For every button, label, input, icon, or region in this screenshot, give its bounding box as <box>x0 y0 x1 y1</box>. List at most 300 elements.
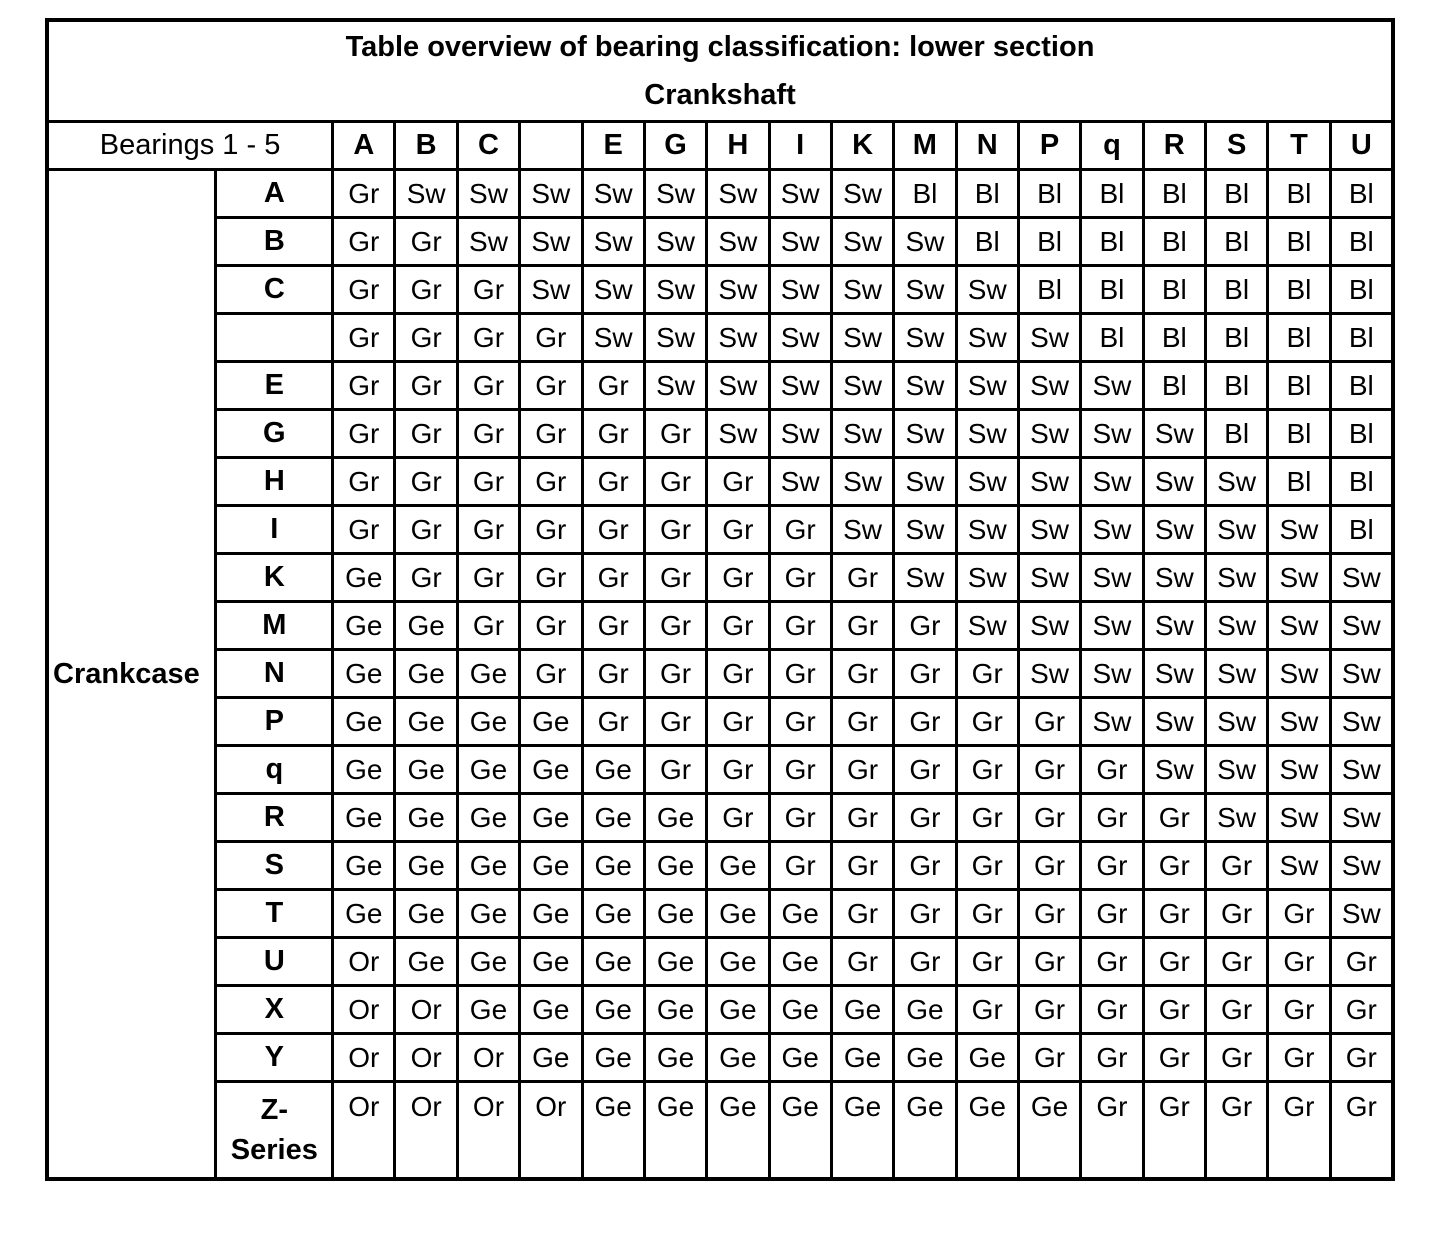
column-header: E <box>582 122 644 170</box>
column-header: A <box>333 122 395 170</box>
table-cell: Sw <box>1268 746 1330 794</box>
table-row <box>47 506 1393 554</box>
table-cell: Gr <box>956 746 1018 794</box>
table-cell: Ge <box>1018 1082 1080 1180</box>
table-cell: Ge <box>457 986 519 1034</box>
table-cell: Gr <box>769 794 831 842</box>
row-header: E <box>216 362 333 410</box>
table-cell: Or <box>333 1034 395 1082</box>
table-cell: Or <box>333 938 395 986</box>
table-cell: Ge <box>457 794 519 842</box>
table-cell: Sw <box>956 506 1018 554</box>
table-cell: Ge <box>644 938 706 986</box>
table-cell: Ge <box>582 1034 644 1082</box>
table-cell: Bl <box>1081 170 1143 218</box>
table-cell: Sw <box>1268 602 1330 650</box>
table-cell: Sw <box>520 170 582 218</box>
row-header: X <box>216 986 333 1034</box>
table-row <box>47 170 1393 218</box>
table-cell: Ge <box>457 698 519 746</box>
table-cell: Gr <box>457 506 519 554</box>
row-header: B <box>216 218 333 266</box>
table-cell: Gr <box>1205 1034 1267 1082</box>
table-cell: Gr <box>333 266 395 314</box>
row-header: S <box>216 842 333 890</box>
table-cell: Gr <box>956 986 1018 1034</box>
table-cell: Gr <box>894 698 956 746</box>
table-cell: Sw <box>1268 554 1330 602</box>
row-header: M <box>216 602 333 650</box>
table-cell: Ge <box>644 890 706 938</box>
table-cell: Ge <box>457 842 519 890</box>
table-cell: Bl <box>1205 266 1267 314</box>
table-cell: Ge <box>333 746 395 794</box>
table-cell: Gr <box>1330 938 1393 986</box>
table-cell: Sw <box>769 410 831 458</box>
table-cell: Ge <box>582 986 644 1034</box>
table-cell: Gr <box>894 602 956 650</box>
table-cell: Bl <box>1081 266 1143 314</box>
table-cell: Sw <box>894 266 956 314</box>
table-row <box>47 602 1393 650</box>
table-cell: Ge <box>395 890 457 938</box>
table-cell: Sw <box>1081 506 1143 554</box>
table-cell: Ge <box>333 890 395 938</box>
table-cell: Gr <box>644 458 706 506</box>
row-header: T <box>216 890 333 938</box>
table-row <box>47 890 1393 938</box>
table-row <box>47 938 1393 986</box>
table-cell: Gr <box>1330 1082 1393 1180</box>
table-cell: Sw <box>956 458 1018 506</box>
crankcase-label: Crankcase <box>47 170 216 1180</box>
table-cell: Sw <box>1330 554 1393 602</box>
table-title <box>47 20 1393 122</box>
table-cell: Gr <box>457 458 519 506</box>
table-cell: Gr <box>395 362 457 410</box>
table-cell: Ge <box>395 602 457 650</box>
table-cell: Sw <box>644 362 706 410</box>
table-row <box>47 1034 1393 1082</box>
table-cell: Sw <box>1330 602 1393 650</box>
table-cell: Ge <box>769 890 831 938</box>
table-cell: Bl <box>1268 410 1330 458</box>
table-cell: Ge <box>333 842 395 890</box>
table-row <box>47 650 1393 698</box>
table-cell: Gr <box>644 410 706 458</box>
table-cell: Sw <box>1205 650 1267 698</box>
table-cell: Ge <box>457 650 519 698</box>
table-row <box>47 746 1393 794</box>
table-cell: Gr <box>894 650 956 698</box>
table-row <box>47 794 1393 842</box>
table-cell: Ge <box>894 986 956 1034</box>
table-cell: Gr <box>457 266 519 314</box>
table-cell: Bl <box>1205 362 1267 410</box>
table-cell: Bl <box>1330 506 1393 554</box>
table-row <box>47 1082 1393 1180</box>
table-cell: Sw <box>582 266 644 314</box>
row-header: Y <box>216 1034 333 1082</box>
table-cell: Gr <box>333 170 395 218</box>
table-cell: Sw <box>894 218 956 266</box>
table-cell: Gr <box>1143 986 1205 1034</box>
table-cell: Gr <box>333 506 395 554</box>
column-header: B <box>395 122 457 170</box>
table-cell: Gr <box>1018 794 1080 842</box>
table-cell: Ge <box>582 938 644 986</box>
table-cell: Sw <box>644 218 706 266</box>
table-cell: Ge <box>395 794 457 842</box>
table-cell: Sw <box>1143 554 1205 602</box>
column-header: C <box>457 122 519 170</box>
table-cell: Sw <box>1143 458 1205 506</box>
table-cell: Gr <box>1268 1082 1330 1180</box>
table-cell: Sw <box>1330 890 1393 938</box>
table-cell: Bl <box>894 170 956 218</box>
table-cell: Gr <box>894 890 956 938</box>
table-cell: Ge <box>457 890 519 938</box>
table-cell: Gr <box>644 506 706 554</box>
table-cell: Gr <box>769 698 831 746</box>
table-cell: Gr <box>520 410 582 458</box>
table-cell: Sw <box>644 314 706 362</box>
table-cell: Gr <box>1143 794 1205 842</box>
table-cell: Gr <box>956 698 1018 746</box>
table-cell: Ge <box>395 842 457 890</box>
table-cell: Bl <box>1205 410 1267 458</box>
table-cell: Gr <box>395 314 457 362</box>
table-cell: Ge <box>644 1034 706 1082</box>
table-cell: Bl <box>1143 218 1205 266</box>
row-header: K <box>216 554 333 602</box>
table-cell: Bl <box>1018 218 1080 266</box>
table-cell: Sw <box>1330 794 1393 842</box>
table-cell: Gr <box>333 218 395 266</box>
table-cell: Bl <box>1330 458 1393 506</box>
table-cell: Sw <box>707 266 769 314</box>
table-cell: Bl <box>1330 410 1393 458</box>
table-row <box>47 842 1393 890</box>
table-cell: Sw <box>1330 650 1393 698</box>
table-cell: Ge <box>769 1034 831 1082</box>
column-header: N <box>956 122 1018 170</box>
table-cell: Gr <box>644 698 706 746</box>
table-cell: Gr <box>395 554 457 602</box>
table-cell: Ge <box>457 746 519 794</box>
bearing-classification-table <box>45 18 1395 1181</box>
table-cell: Gr <box>644 746 706 794</box>
table-cell: Gr <box>707 650 769 698</box>
table-cell: Gr <box>333 314 395 362</box>
table-cell: Gr <box>894 842 956 890</box>
column-header: K <box>831 122 893 170</box>
table-cell: Sw <box>1268 698 1330 746</box>
row-header: H <box>216 458 333 506</box>
table-cell: Gr <box>333 362 395 410</box>
table-cell: Or <box>395 986 457 1034</box>
table-cell: Bl <box>1081 314 1143 362</box>
table-cell: Ge <box>707 1082 769 1180</box>
table-cell: Sw <box>1205 794 1267 842</box>
table-cell: Gr <box>707 458 769 506</box>
table-cell: Ge <box>831 1082 893 1180</box>
table-cell: Gr <box>1330 1034 1393 1082</box>
table-cell: Sw <box>894 554 956 602</box>
table-cell: Sw <box>894 362 956 410</box>
table-cell: Gr <box>1018 842 1080 890</box>
table-cell: Ge <box>644 842 706 890</box>
table-cell: Sw <box>956 266 1018 314</box>
table-cell: Bl <box>1018 266 1080 314</box>
table-cell: Gr <box>831 794 893 842</box>
table-cell: Gr <box>457 362 519 410</box>
table-cell: Ge <box>831 1034 893 1082</box>
table-cell: Bl <box>1143 362 1205 410</box>
table-cell: Gr <box>956 650 1018 698</box>
row-header: I <box>216 506 333 554</box>
table-cell: Sw <box>769 314 831 362</box>
table-cell: Sw <box>457 218 519 266</box>
table-cell: Sw <box>707 410 769 458</box>
row-header: U <box>216 938 333 986</box>
table-cell: Bl <box>1268 458 1330 506</box>
row-header: C <box>216 266 333 314</box>
table-cell: Ge <box>395 746 457 794</box>
table-cell: Sw <box>1018 314 1080 362</box>
table-cell: Bl <box>1205 314 1267 362</box>
table-cell: Sw <box>520 266 582 314</box>
table-cell: Sw <box>831 506 893 554</box>
table-cell: Gr <box>1081 842 1143 890</box>
row-header: A <box>216 170 333 218</box>
table-cell: Ge <box>333 794 395 842</box>
table-cell: Sw <box>582 218 644 266</box>
table-cell: Gr <box>707 602 769 650</box>
table-cell: Sw <box>1330 746 1393 794</box>
table-cell: Sw <box>1330 842 1393 890</box>
table-cell: Ge <box>582 794 644 842</box>
table-cell: Gr <box>707 794 769 842</box>
table-cell: Bl <box>1268 170 1330 218</box>
table-cell: Gr <box>769 842 831 890</box>
table-cell: Sw <box>1143 650 1205 698</box>
table-cell: Ge <box>707 890 769 938</box>
table-cell: Sw <box>1081 458 1143 506</box>
table-cell: Gr <box>894 794 956 842</box>
table-cell: Sw <box>457 170 519 218</box>
table-cell: Gr <box>582 362 644 410</box>
table-cell: Sw <box>1205 602 1267 650</box>
table-cell: Gr <box>831 650 893 698</box>
table-cell: Bl <box>1330 218 1393 266</box>
table-cell: Gr <box>1268 1034 1330 1082</box>
table-cell: Sw <box>1143 506 1205 554</box>
table-cell: Or <box>333 986 395 1034</box>
table-cell: Gr <box>894 938 956 986</box>
table-cell: Gr <box>956 890 1018 938</box>
table-cell: Gr <box>1018 890 1080 938</box>
table-cell: Gr <box>1143 842 1205 890</box>
table-cell: Ge <box>520 746 582 794</box>
row-header: q <box>216 746 333 794</box>
table-cell: Bl <box>1330 314 1393 362</box>
table-cell: Sw <box>1268 794 1330 842</box>
table-cell: Sw <box>644 170 706 218</box>
table-cell: Gr <box>707 746 769 794</box>
table-cell: Sw <box>1081 554 1143 602</box>
table-cell: Sw <box>831 410 893 458</box>
table-cell: Ge <box>520 794 582 842</box>
table-cell: Bl <box>1268 314 1330 362</box>
table-cell: Or <box>457 1034 519 1082</box>
bearings-label: Bearings 1 - 5 <box>47 122 333 170</box>
table-cell: Ge <box>520 698 582 746</box>
table-cell: Ge <box>769 938 831 986</box>
table-cell: Sw <box>1205 554 1267 602</box>
table-cell: Or <box>457 1082 519 1180</box>
table-cell: Gr <box>395 218 457 266</box>
table-cell: Ge <box>395 938 457 986</box>
table-cell: Gr <box>1081 1082 1143 1180</box>
table-cell: Sw <box>1081 362 1143 410</box>
row-header <box>216 314 333 362</box>
table-cell: Gr <box>520 650 582 698</box>
column-header: I <box>769 122 831 170</box>
table-cell: Gr <box>1143 1034 1205 1082</box>
table-cell: Gr <box>582 410 644 458</box>
table-cell: Sw <box>1018 506 1080 554</box>
column-header <box>520 122 582 170</box>
table-cell: Sw <box>769 218 831 266</box>
row-header: R <box>216 794 333 842</box>
table-cell: Sw <box>1081 410 1143 458</box>
column-header: H <box>707 122 769 170</box>
table-cell: Gr <box>1018 1034 1080 1082</box>
table-cell: Sw <box>707 314 769 362</box>
column-header: q <box>1081 122 1143 170</box>
table-cell: Sw <box>1081 698 1143 746</box>
table-cell: Ge <box>582 890 644 938</box>
table-cell: Gr <box>457 602 519 650</box>
table-cell: Gr <box>1018 938 1080 986</box>
table-row <box>47 986 1393 1034</box>
table-cell: Bl <box>1268 362 1330 410</box>
table-cell: Gr <box>1330 986 1393 1034</box>
table-cell: Gr <box>769 506 831 554</box>
table-cell: Gr <box>457 554 519 602</box>
table-cell: Gr <box>831 938 893 986</box>
table-cell: Gr <box>582 650 644 698</box>
table-cell: Sw <box>582 314 644 362</box>
table-cell: Gr <box>831 554 893 602</box>
column-header: S <box>1205 122 1267 170</box>
table-cell: Ge <box>333 698 395 746</box>
table-cell: Gr <box>1268 890 1330 938</box>
table-cell: Bl <box>1081 218 1143 266</box>
table-cell: Bl <box>1205 218 1267 266</box>
table-cell: Sw <box>831 314 893 362</box>
table-cell: Gr <box>1205 986 1267 1034</box>
table-cell: Sw <box>831 458 893 506</box>
table-cell: Sw <box>894 410 956 458</box>
table-cell: Sw <box>956 602 1018 650</box>
table-title-line-1: Table overview of bearing classification: lower section <box>345 31 1095 63</box>
table-cell: Gr <box>520 602 582 650</box>
column-header: P <box>1018 122 1080 170</box>
table-cell: Or <box>520 1082 582 1180</box>
table-cell: Sw <box>769 266 831 314</box>
table-cell: Gr <box>831 602 893 650</box>
table-row <box>47 458 1393 506</box>
table-cell: Gr <box>1205 1082 1267 1180</box>
table-cell: Gr <box>520 362 582 410</box>
table-cell: Sw <box>1205 458 1267 506</box>
table-cell: Bl <box>1330 362 1393 410</box>
table-cell: Gr <box>1081 986 1143 1034</box>
table-cell: Gr <box>1143 1082 1205 1180</box>
table-cell: Sw <box>831 266 893 314</box>
table-cell: Sw <box>707 170 769 218</box>
table-cell: Gr <box>1081 938 1143 986</box>
table-cell: Ge <box>333 650 395 698</box>
table-cell: Sw <box>1081 650 1143 698</box>
table-cell: Sw <box>894 506 956 554</box>
table-cell: Sw <box>1143 602 1205 650</box>
table-cell: Sw <box>1330 698 1393 746</box>
row-header: Z-Series <box>216 1082 333 1180</box>
table-cell: Ge <box>457 938 519 986</box>
row-header: G <box>216 410 333 458</box>
table-cell: Sw <box>1018 410 1080 458</box>
table-row <box>47 314 1393 362</box>
row-header: P <box>216 698 333 746</box>
column-header: U <box>1330 122 1393 170</box>
table-cell: Gr <box>395 458 457 506</box>
column-header: M <box>894 122 956 170</box>
table-cell: Gr <box>831 890 893 938</box>
table-cell: Gr <box>1268 986 1330 1034</box>
table-cell: Gr <box>582 602 644 650</box>
table-cell: Gr <box>894 746 956 794</box>
table-cell: Sw <box>520 218 582 266</box>
table-cell: Gr <box>520 458 582 506</box>
table-cell: Gr <box>582 698 644 746</box>
table-cell: Bl <box>1268 266 1330 314</box>
table-cell: Gr <box>1018 986 1080 1034</box>
table-cell: Gr <box>1268 938 1330 986</box>
table-cell: Sw <box>1268 506 1330 554</box>
table-cell: Bl <box>1205 170 1267 218</box>
table-cell: Gr <box>1205 890 1267 938</box>
table-cell: Sw <box>707 362 769 410</box>
table-cell: Bl <box>1018 170 1080 218</box>
table-cell: Ge <box>520 986 582 1034</box>
table-cell: Sw <box>956 362 1018 410</box>
table-cell: Sw <box>769 458 831 506</box>
table-cell: Gr <box>707 506 769 554</box>
table-cell: Gr <box>769 602 831 650</box>
table-cell: Bl <box>1143 170 1205 218</box>
table-cell: Or <box>395 1082 457 1180</box>
table-cell: Bl <box>956 218 1018 266</box>
table-cell: Ge <box>520 890 582 938</box>
column-header: T <box>1268 122 1330 170</box>
table-cell: Sw <box>956 554 1018 602</box>
table-cell: Gr <box>956 938 1018 986</box>
table-cell: Ge <box>395 650 457 698</box>
table-cell: Ge <box>831 986 893 1034</box>
